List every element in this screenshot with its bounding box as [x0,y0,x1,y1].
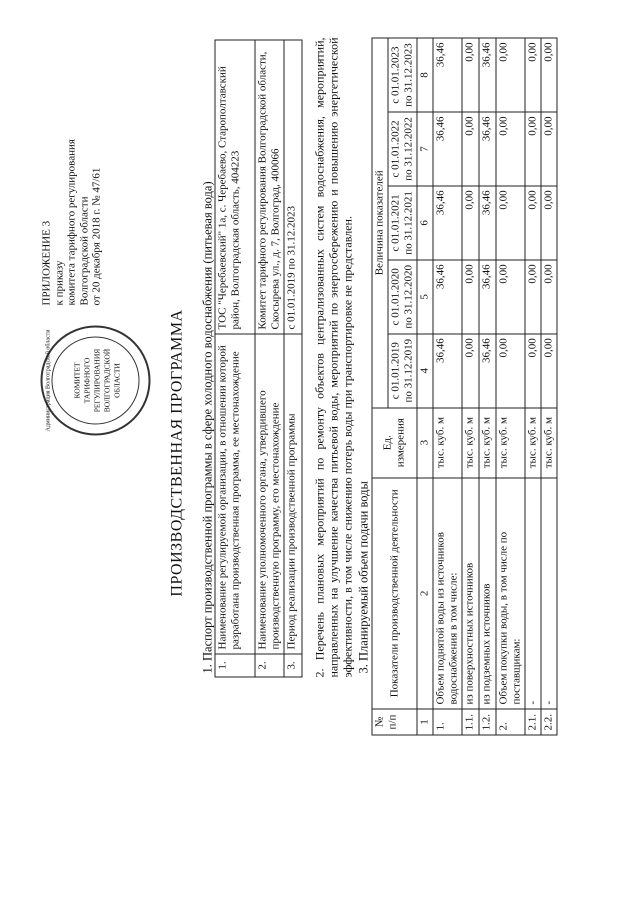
page-title: ПРОИЗВОДСТВЕННАЯ ПРОГРАММА [168,308,185,597]
table-row [255,40,284,677]
row-value: 0,00 [525,259,541,333]
row-unit: тыс. куб. м [525,407,541,477]
passport-num: 1. [215,654,255,677]
row-value: 0,00 [496,185,525,259]
attachment-header [40,45,103,305]
row-num: 1. [433,709,462,735]
col-number: 7 [417,112,433,186]
official-seal-stamp [40,325,150,435]
attachment-line: от 20 декабря 2018 г. № 47/61 [90,167,102,305]
row-value: 0,00 [525,38,541,112]
attachment-line: комитета тарифного регулирования [65,138,77,305]
attachment-line: к приказу [52,259,65,305]
header-unit: Ед. измерения [372,407,417,477]
section-2-text: 2. Перечень плановых мероприятий по ремонту объектов централизованных систем водоснабжения, мероприятий, направленных на улучшение качества питьевой воды, мероприятий по энергосбережению и повышению энергетической эффективности, в том числе снижению потерь воды при транспортировке не представлен. [312,37,354,677]
seal-ring-text: Администрация Волгоградской области [45,329,51,431]
row-num: 2. [496,709,525,735]
passport-label: Наименование уполномоченного органа, утвердившего производственную программу, его местонахождение [255,334,284,654]
row-num: 2.2. [541,709,557,735]
row-value: 0,00 [462,38,479,112]
row-value: 36,46 [479,185,496,259]
section-3-title: 3. Планируемый объем подачи воды [356,480,370,673]
passport-label: Период реализации производственной программы [284,334,302,654]
table-row [479,38,496,735]
row-name: Объем покупки воды, в том числе по поставщикам: [496,477,525,708]
row-unit: тыс. куб. м [541,407,557,477]
row-value: 0,00 [462,112,479,186]
row-value: 0,00 [496,333,525,407]
column-number-row [417,38,433,735]
table-row [215,40,255,677]
table-header-row [372,38,388,735]
row-value: 36,46 [479,333,496,407]
header-indicator: Показатели производственной деятельности [372,477,417,708]
table-row [284,40,302,677]
row-name: - [541,477,557,708]
header-num: № п/п [372,709,417,735]
passport-table [214,39,302,677]
col-number: 5 [417,259,433,333]
header-period: с 01.01.2022 по 31.12.2022 [388,112,417,186]
header-period: с 01.01.2019 по 31.12.2019 [388,333,417,407]
row-value: 0,00 [541,185,557,259]
passport-value: ТОС "Черебаевский" 1а, с. Черебаево, Старополтавский район, Волгоградская область, 404223 [215,40,255,334]
row-value: 0,00 [462,333,479,407]
row-value: 36,46 [433,185,462,259]
col-number: 2 [417,477,433,708]
row-value: 0,00 [541,112,557,186]
row-value: 0,00 [525,333,541,407]
row-unit: тыс. куб. м [496,407,525,477]
row-value: 0,00 [525,185,541,259]
table-row [496,38,525,735]
row-num: 1.2. [479,709,496,735]
row-unit: тыс. куб. м [433,407,462,477]
row-name: из подземных источников [479,477,496,708]
row-value: 36,46 [479,38,496,112]
row-value: 0,00 [496,38,525,112]
row-name: из поверхностных источников [462,477,479,708]
passport-value: Комитет тарифного регулирования Волгоградской области, Скосырева ул., д. 7, Волгоград, 400066 [255,40,284,334]
table-row [525,38,541,735]
row-unit: тыс. куб. м [479,407,496,477]
col-number: 4 [417,333,433,407]
row-value: 36,46 [433,38,462,112]
row-value: 0,00 [462,259,479,333]
row-value: 36,46 [479,112,496,186]
section-1-title: 1. Паспорт производственной программы в сфере холодного водоснабжения (питьевая вода) [200,180,214,673]
col-number: 3 [417,407,433,477]
attachment-line: Волгоградской области [77,196,90,305]
water-volume-table [371,37,557,735]
row-value: 36,46 [433,333,462,407]
header-values: Величина показателей [372,38,388,408]
table-row [433,38,462,735]
passport-value: с 01.01.2019 по 31.12.2023 [284,40,302,334]
row-value: 0,00 [496,112,525,186]
row-value: 0,00 [541,38,557,112]
col-number: 8 [417,38,433,112]
col-number: 1 [417,709,433,735]
row-value: 0,00 [462,185,479,259]
row-value: 0,00 [541,259,557,333]
row-value: 0,00 [496,259,525,333]
row-num: 1.1. [462,709,479,735]
header-period: с 01.01.2021 по 31.12.2021 [388,185,417,259]
row-value: 0,00 [541,333,557,407]
col-number: 6 [417,185,433,259]
passport-num: 2. [255,654,284,677]
row-num: 2.1. [525,709,541,735]
passport-label: Наименование регулируемой организации, в отношении которой разработана производственная программа, ее местонахождение [215,334,255,654]
row-name: Объем поднятой воды из источников водоснабжения в том числе: [433,477,462,708]
row-value: 0,00 [525,112,541,186]
row-name: - [525,477,541,708]
row-unit: тыс. куб. м [462,407,479,477]
row-value: 36,46 [433,112,462,186]
row-value: 36,46 [479,259,496,333]
table-row [541,38,557,735]
row-value: 36,46 [433,259,462,333]
passport-num: 3. [284,654,302,677]
table-row [462,38,479,735]
header-period: с 01.01.2020 по 31.12.2020 [388,259,417,333]
seal-center-text: КОМИТЕТ ТАРИФНОГО РЕГУЛИРОВАНИЯ ВОЛГОГРАДСКОЙ ОБЛАСТИ [72,348,121,412]
header-period: с 01.01.2023 по 31.12.2023 [388,38,417,112]
attachment-line: ПРИЛОЖЕНИЕ 3 [40,220,52,305]
